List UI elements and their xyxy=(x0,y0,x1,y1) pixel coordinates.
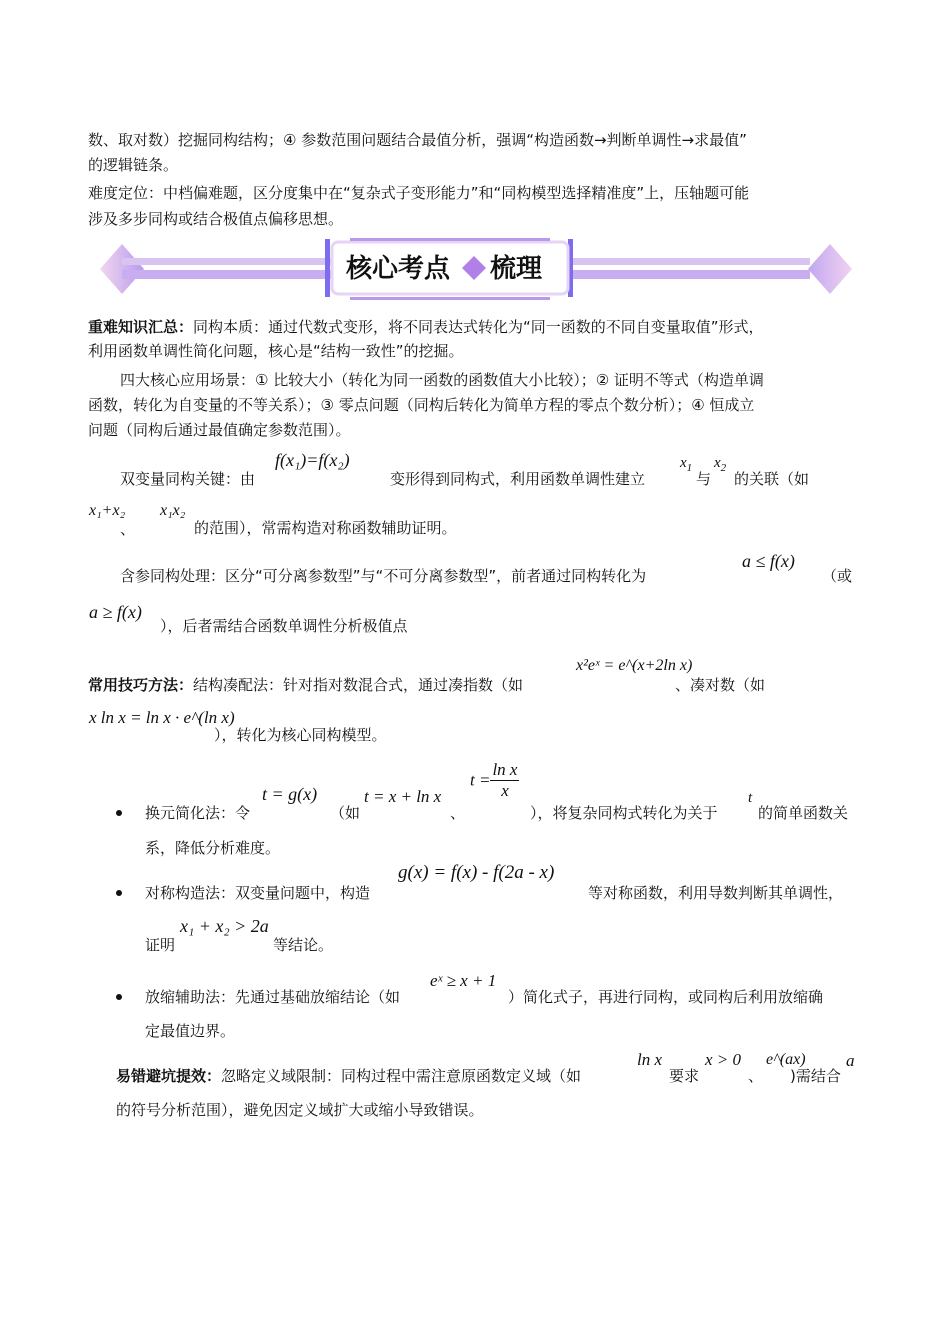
math-formula: eˣ ≥ x + 1 xyxy=(430,971,497,990)
text: 问题（同构后通过最值确定参数范围）。 xyxy=(88,421,351,439)
section-banner xyxy=(100,236,852,302)
text: ），将复杂同构式转化为关于 xyxy=(530,804,718,822)
text: 、 xyxy=(748,1067,764,1085)
math-formula: x₁+x₂ xyxy=(89,502,126,519)
text: 的范围），常需构造对称函数辅助证明。 xyxy=(194,519,457,537)
intro-line: 数、取对数）挖掘同构结构；④ 参数范围问题结合最值分析，强调“构造函数→判断单调性→求最值” xyxy=(88,131,747,149)
text: 利用函数单调性简化问题，核心是“结构一致性”的挖掘。 xyxy=(88,342,464,360)
tech-paragraph xyxy=(88,675,523,695)
text: 函数，转化为自变量的不等关系）；③ 零点问题（同构后转化为简单方程的零点个数分析）；④ 恒成立 xyxy=(88,396,755,414)
text: 的符号分析范围），避免因定义域扩大或缩小导致错误。 xyxy=(116,1101,484,1119)
banner-title-left: 核心考点 xyxy=(346,254,451,284)
text: 放缩辅助法：先通过基础放缩结论（如 xyxy=(145,988,401,1006)
text: 、 xyxy=(450,804,466,822)
text: 对称构造法：双变量问题中，构造 xyxy=(145,884,371,902)
text: 四大核心应用场景：① 比较大小（转化为同一函数的函数值大小比较）；② 证明不等式（构造单调 xyxy=(120,371,764,389)
text: 定最值边界。 xyxy=(145,1022,236,1040)
math-formula: ln x xyxy=(637,1050,663,1069)
text: 换元简化法：令 xyxy=(145,804,251,822)
text: 忽略定义域限制：同构过程中需注意原函数定义域（如 xyxy=(221,1067,582,1085)
math-formula: x ln x = ln x · e^(ln x) xyxy=(89,708,235,727)
pitfall-paragraph xyxy=(116,1066,581,1086)
bullet xyxy=(116,890,122,896)
key-label: 重难知识汇总： xyxy=(88,318,194,336)
intro-line: 难度定位：中档偏难题，区分度集中在“复杂式子变形能力”和“同构模型选择精准度”上，压轴题可能 xyxy=(88,184,750,202)
banner-title-right: 梳理 xyxy=(490,254,543,284)
text: 同构本质：通过代数式变形，将不同表达式转化为“同一函数的不同自变量取值”形式， xyxy=(193,318,764,336)
math-formula: x²eˣ = e^(x+2ln x) xyxy=(576,657,693,674)
math-x1: $x_1$ xyxy=(680,455,693,474)
text: 的关联（如 xyxy=(734,470,810,488)
text: ），后者需结合函数单调性分析极值点 xyxy=(160,617,408,635)
text: 证明 xyxy=(145,936,176,954)
text: 、凑对数（如 xyxy=(675,676,766,694)
text: ）简化式子，再进行同构，或同构后利用放缩确 xyxy=(508,988,824,1006)
intro-line: 的逻辑链条。 xyxy=(88,156,179,174)
math-formula: x₁x₂ xyxy=(160,502,186,519)
bullet xyxy=(116,994,122,1000)
math-x2: $x_2$ xyxy=(714,455,727,474)
math-formula: t = g(x) xyxy=(262,784,318,804)
text: 的简单函数关 xyxy=(758,804,849,822)
math-fraction: t = $\frac{\text{ln x}}{x}$ xyxy=(470,760,518,800)
text: 含参同构处理：区分“可分离参数型”与“不可分离参数型”，前者通过同构转化为 xyxy=(120,567,647,585)
text: 系，降低分析难度。 xyxy=(145,839,281,857)
banner-decoration xyxy=(100,236,852,302)
text: 、 xyxy=(120,520,136,538)
math-t: t xyxy=(748,790,753,806)
text: )需结合 xyxy=(790,1067,841,1085)
text: （如 xyxy=(330,804,361,822)
text: 要求 xyxy=(669,1067,700,1085)
text: 结构凑配法：针对指对数混合式，通过凑指数（如 xyxy=(193,676,524,694)
math-formula: a ≥ f(x) xyxy=(89,602,142,622)
math-formula: t = x + ln x xyxy=(364,787,442,806)
pitfall-label: 易错避坑提效： xyxy=(116,1067,222,1085)
math-formula: x₁ + x₂ > 2a xyxy=(180,916,269,936)
math-formula: g(x) = f(x) - f(2a - x) xyxy=(398,862,555,883)
intro-line: 涉及多步同构或结合极值点偏移思想。 xyxy=(88,210,344,228)
math-a: a xyxy=(846,1051,855,1070)
key-paragraph xyxy=(88,317,764,337)
bullet xyxy=(116,810,122,816)
text: 等对称函数，利用导数判断其单调性， xyxy=(588,884,844,902)
tech-label: 常用技巧方法： xyxy=(88,676,194,694)
text: （或 xyxy=(822,567,853,585)
text: 双变量同构关键：由 xyxy=(120,470,256,488)
math-formula: a ≤ f(x) xyxy=(742,551,795,571)
text: 与 xyxy=(696,470,712,488)
math-formula: f(x₁)=f(x₂) xyxy=(275,450,350,470)
text: 变形得到同构式，利用函数单调性建立 xyxy=(390,470,646,488)
math-formula: e^(ax) xyxy=(766,1051,806,1068)
text: 等结论。 xyxy=(273,936,334,954)
math-formula: x > 0 xyxy=(705,1050,742,1069)
text: ），转化为核心同构模型。 xyxy=(214,726,387,744)
